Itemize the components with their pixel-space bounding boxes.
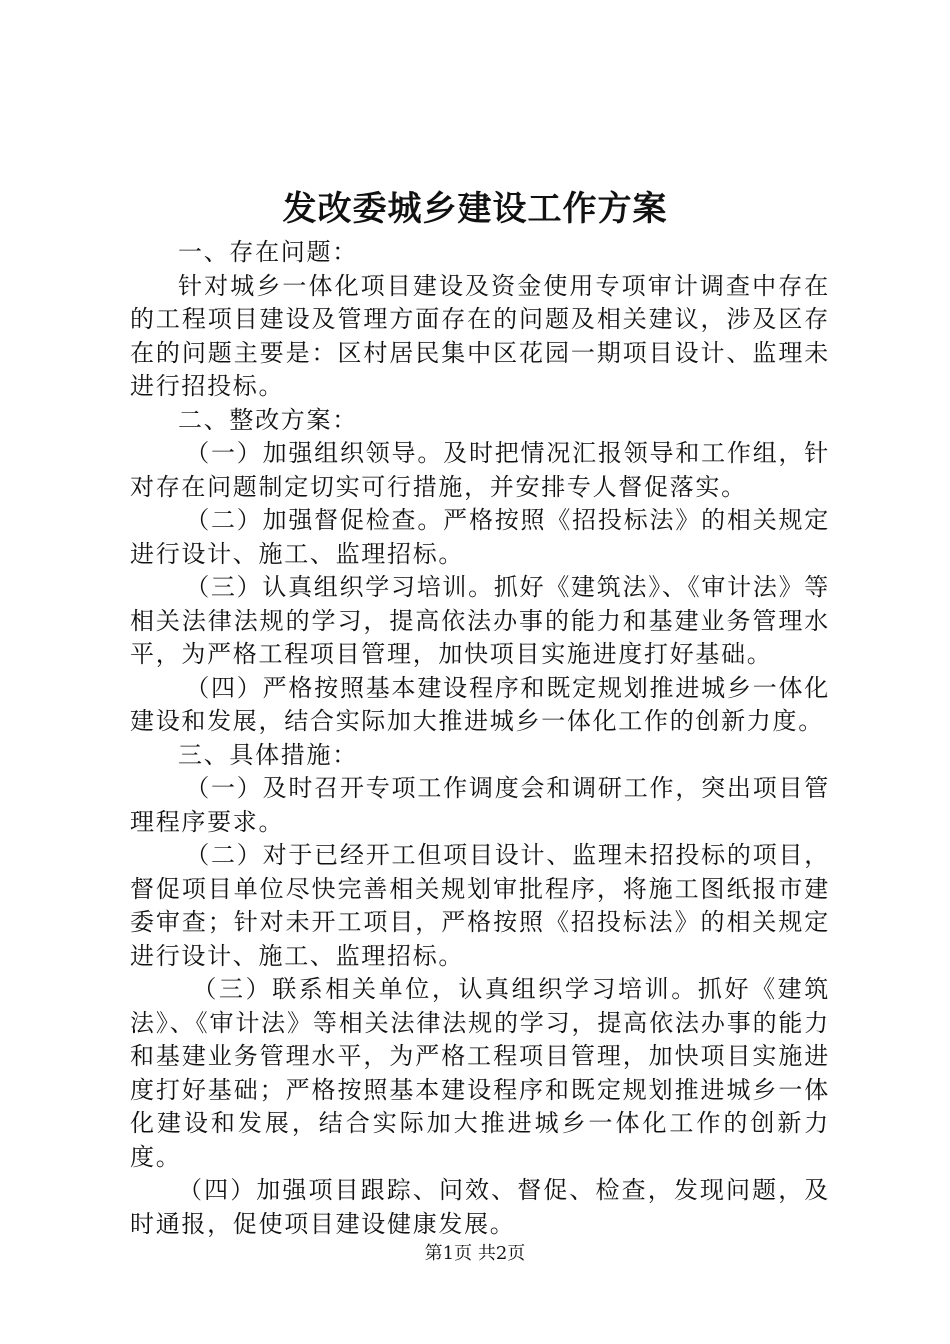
section-heading-problems: 一、存在问题：: [178, 238, 358, 266]
page-footer: 第1页 共2页: [424, 1243, 526, 1264]
paragraph-plan-4: （四）严格按照基本建设程序和既定规划推进城乡一体化建设和发展，结合实际加大推进城乡一体化工作的创新力度。: [130, 673, 830, 735]
section-heading-measures: 三、具体措施：: [178, 740, 358, 769]
paragraph-measure-2: （二）对于已经开工但项目设计、监理未招投标的项目，督促项目单位尽快完善相关规划审批程序，将施工图纸报市建委审查；针对未开工项目，严格按照《招投标法》的相关规定进行设计、施工、监理招标。: [130, 841, 830, 970]
paragraph-plan-2: （二）加强督促检查。严格按照《招投标法》的相关规定进行设计、施工、监理招标。: [130, 506, 830, 568]
paragraph-problems: 针对城乡一体化项目建设及资金使用专项审计调查中存在的工程项目建设及管理方面存在的问题及相关建议，涉及区存在的问题主要是：区村居民集中区花园一期项目设计、监理未进行招投标。: [130, 271, 830, 400]
paragraph-plan-1: （一）加强组织领导。及时把情况汇报领导和工作组，针对存在问题制定切实可行措施，并安排专人督促落实。: [130, 439, 830, 501]
section-heading-rectification-plan: 二、整改方案：: [178, 405, 358, 434]
paragraph-plan-3: （三）认真组织学习培训。抓好《建筑法》、《审计法》等相关法律法规的学习，提高依法办事的能力和基建业务管理水平，为严格工程项目管理，加快项目实施进度打好基础。: [130, 573, 830, 668]
document-body: [130, 236, 830, 1241]
paragraph-measure-3: （三）联系相关单位，认真组织学习培训。抓好《建筑法》、《审计法》等相关法律法规的学习，提高依法办事的能力和基建业务管理水平，为严格工程项目管理，加快项目实施进度打好基础；严格按照基本建设程序和既定规划推进城乡一体化建设和发展，结合实际加大推进城乡一体化工作的创新力度。: [130, 975, 830, 1171]
paragraph-measure-4: （四）加强项目跟踪、问效、督促、检查，发现问题，及时通报，促使项目建设健康发展。: [130, 1176, 830, 1238]
document-title: 发改委城乡建设工作方案: [282, 189, 668, 229]
paragraph-measure-1: （一）及时召开专项工作调度会和调研工作，突出项目管理程序要求。: [130, 774, 830, 836]
